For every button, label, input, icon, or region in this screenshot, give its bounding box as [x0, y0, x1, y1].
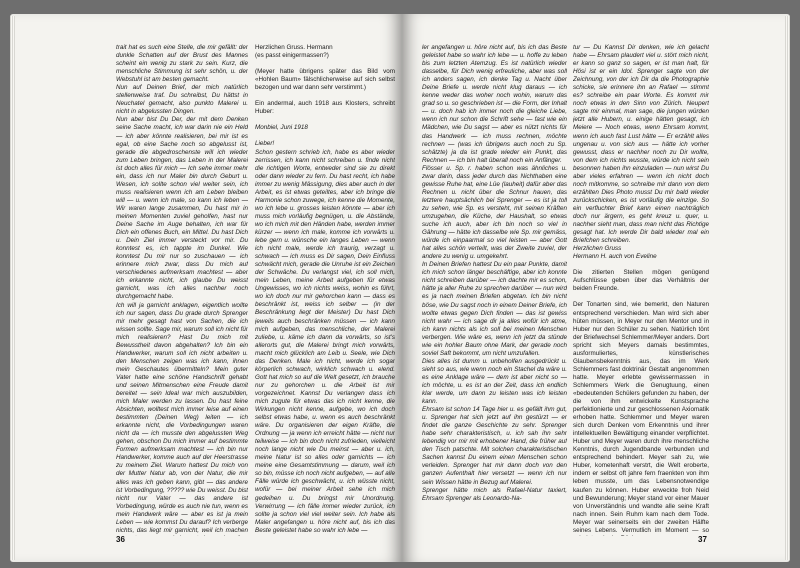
page-edge-left — [10, 16, 15, 560]
letter-text: trait hat es such eine Stelle, die mir gefällt: der dunkle Schatten auf der Brust des Mannes scheint ein wenig zu stark zu sein. Kurz, die menschliche Stimmung ist sehr schön, u. der Webstuhl ist am besten gemacht. Nun auf Deinen Brief, der mich natürlich stellenweise traf. Du schreibst, Du hättst in Neuchatel gemacht, also punkto Malerei u. nicht in abgelussten Dingen. Nun aber bist Du Der, der mit dem Denken seine Sache macht, ich war darin nie ein Held — ich aber könnte realisieren, bei mir ist es egal, ob eine Sache noch so abgelusst ist, gerade die abgedroschenste will ich wieder zum Leben bringen, das Leben in der Malerei ist doch alles für mich — Ich sehe immer mehr ein, dass ich nur Maler bin durch Geburt u. Wesen, ich sollte schon viel weiter sein, ich muss realisieren wenn ich am Leben bleiben will — u. wenn ich male, so kann ich leben — Wir waren lange zusammen, Du hast mir in meinen Momenten zuviel geholfen, hast nur Deine Sache im Auge behalten, ich war für Dich ein offenes Buch, ein Mittel. Du hast Dich u. Dein Ziel immer versteckt vor mir. Du konntest es, ich tappte im Dunkel. Wie konntest Du mir nur so zuschauen — ich erinnere mich zwar, dass Du mich auf verschiedenes aufmerksam machtest — aber ich erkannte nicht, ich glaube Du weisst garnicht, was ich alles nachher noch durchgemacht habe. Ich will ja garnicht anklagen, eigentlich wollte ich nur sagen, dass Du grade durch Sprenger mir mehr gesagt hast von Sachen, die ich wissen sollte. Sage mir, warum soll ich nicht für mich realisieren? Hast Du mich mit Bewusstheit davon abgehalten? Ich bin ein Handwerker, warum soll ich nicht arbeiten u. den Menschen zeigen was ich kann, ihnen mein Geschautes übermitteln? Mein guter Vater hatte eine schöne Handschrift gehabt und seinen Mitmenschen eine Freude damit bereitet — sein Ideal war mich auszubilden, mich Maler werden zu lassen. Du hast feine Absichten, wolltest mich immer leise auf einen bestimmten (Deinen Weg) leiten — ich erkannte nicht, die Vorbedingungen waren nicht da — ich musste den abgelussten Weg gehen, obschon Du mich immer auf bestimmte Formen aufmerksam machtest — ich bin nur Handwerker, komme auch auf der Heerstrasse zu meinem Ziel. Warum hattest Du mich von der Mutter Natur ab, von der Natur, die mir alles was ich geben kann, gibt — das andere ist Vorbedingung, ????? wie Du weisst. Du bist nicht nur Vater — das andere ist Vorbedingung, würde es auch nie tun, wenn es mein Handwerk wäre — aber es ist ja mein Leben — wie kommst Du darauf? Ich verberge nichts, das liegt mir garnicht, weil ich machen — [116, 44, 248, 534]
left-page — [10, 14, 402, 562]
letter-text: Lieber! Schon gestern schrieb ich, habe es aber wieder zerrissen, ich kann nicht schreiben u. finde nicht die richtigen Worte, entweder sind sie zu direkt oder dann wieder zu fern. Du hast recht, ich habe immer zu wenig Mässigung, dies aber auch in der Arbeit, es ist etwas geteiltes, aber ich bringe die Harmonie schon zuwege, ich kenne die Momente, wo ich lebe u. grosses leisten könnte — aber ich muss mich vorläufig begnügen, u. die Abstände, wo ich mich mit den Händen habe, werden immer kürzer — wenn ich male, komme ich vorwärts u. lebe gern u. wünsche ein langes Leben — wenn ich nicht male, werde ich traurig, verzagt u. schwach — ich muss es Dir sagen, Dein Einfluss schwächt mich, gerade die Unruhe ist ein Zeichen der Schwäche. Du verlangst viel, ich soll mich, mein Leben, meine Arbeit aufgeben für etwas Ungewisses, wo ich nichts weiss, wohin es führt, wo ich doch nur mir gehorchen kann — dass es beschränkt ist, weiss ich selber — (in der Beschränkung liegt der Meister) Du hast Dich jeweils auch beschränken müssen — ich kann mich aufgeben, das menschliche, der Malerei zuliebe, u. käme ich dann da vorwärts, so ist's allerorts gut, die Malerei bringt mich vorwärts, macht mich glücklich am Leib u. Seele, wie Dich das Denken. Male ich nicht, werde ich sogar körperlich schwach, wirklich schwach u. elend. Gott hat mich so auf die Welt gesetzt, ich brauche nur zu gehorchen u. die Arbeit ist mir vorgezeichnet. Kannst Du verlangen dass ich mich zugute für etwas das ich nicht kenne, die Wirkungen nicht kenne, aufgebe, wo ich doch selbst etwas habe, u. wenn es auch beschränkt wäre. Du organisieren der eigen Kräfte, die Ordnung — ja wenn ich erreicht hätte — nicht nur teilweise — ich bin doch nicht zufrieden, vielleicht noch lange nicht wie Du meinst — aber u. ich, meine Natur ist so alles oder garnichts — ich meine eine Gesamtstimmung — darum, weil ich so bin, müsse ich noch nicht aufgeben, — auf alle Fälle würde ich geschwächt, u. ich wüsste nicht, wofür — bei meiner Arbeit sehe ich mich gedeihen u. Du bringst mir Unordnung. Verwirrung — ich fälle immer wieder zurück, ich sollte ja schon viel viel weiter sein. Ich habe als Maler angefangen u. höre nicht auf, bis ich das Beste geleistet habe so wahr ich lebe — — [255, 140, 395, 534]
left-column-commentary — [255, 44, 395, 536]
letter-dateline: Monbiel, Juni 1918 — [255, 124, 308, 132]
right-column-letter-and-essay — [573, 44, 709, 536]
page-edge-right — [785, 16, 790, 560]
page-number-left: 36 — [116, 535, 125, 544]
commentary-text: Herzlichen Gruss. Hermann (es passt einigermassen?) (Meyer hatte übrigens später das Bild vom «Hohlen Baum» fälschlicherweise auf sich selbst bezogen und war dann sehr verstimmt.) Ein andermal, auch 1918 aus Klosters, schreibt Huber: — [255, 44, 395, 116]
page-number-right: 37 — [698, 535, 707, 544]
open-book — [10, 14, 790, 562]
essay-text: Die zitierten Stellen mögen genügend Aufschlüsse geben über das Verhältnis der beiden Freunde. Der Tonarten sind, wie bemerkt, den Naturen entsprechend verschieden. Man wird sich aber hüten müssen, in Meyer nur den Mentor und in Huber nur den Schüler zu sehen. Natürlich tönt der Briefwechsel Schlemmer/Meyer anders. Dort spricht sich Meyers damals bestimmtes, ausformuliertes, künstlerisches Glaubensbekenntnis aus, das im Werk Schlemmers fast doktrinär Gestalt angenommen hatte. Meyer erlebte gewissermassen in Schlemmers Werk die Genugtuung, einen «bedeutenden Schülers gefunden zu haben, der die von ihm entwickelte Kunstsprache perfektionierte und zur geschlossenen Axiomatik erhoben hatte. Schlemmer und Meyer waren sich durch Denken vom Erkenntnis und ihrer intellektuellen Bewältigung einander verpflichtet. Huber und Meyer waren durch ihre menschliche Kenntnis, durch Jugendbande verbunden und entsprechend behindert. Meyer sah zu, wie Huber, kometenhaft verstrt, die Welt eroberte, indem er selbst oft jahre fern fraenkten von ihm leben musste, um das Lebensnotwendige kaufen zu können. Huber erweckte froh Neid und Bewunderung; Meyer stand vor einer Mauer von Unverständnis und wandte alle seine Kraft nach innen. Sein Ruhm kam nach dem Tode. Meyer war seinerseits ein der zweiten Hälfte seines Lebens. Vermutlich im Moment — so — [573, 269, 709, 534]
right-page — [402, 14, 790, 562]
right-column-letter — [422, 44, 567, 536]
left-column-letter — [116, 44, 248, 536]
letter-text: tur — Du Kannst Dir denken, wie ich gelacht habe — Ehrsam plaudert viel u. stört mich nicht, er kann so ganz so sagen, er ist man halt, für Hösi ist er ein Idol. Sprenger sagte von der Zeichnung, von der ich Dir da die Photographie schicke, sie erinnere ihn an Rafael — stimmt es? schreibe ein paar Worte. Es kommt mir noch etwas in den Sinn von Zürich. Neupert sagte mir einmal, man sage, die jungen würden jetzt alle Hubern, u. einige hätten gesagt, ich Meiere — Noch etwas, wenn Ehrsam kommt, wenn ich auch fast Lust hätte — Er erzählt alles ungenau u. von sich aus — hätte ich vorher gewusst, dass er nachher noch zu Dir wollte, von dem ich nichts wusste, würde ich nicht sein besonnen haben ihn einzuladen — nun wirst Du aber vieles erfahren — wenn ich nicht doch noch mitkomme, so schreibe mir dann von dem erzählten Dies Photo musst Du mir bald wieder zurückschicken, es ist vorläufig die einzige. So ein verfluchter Brief kann einen nachträglich doch nur ärgern, es geht kreuz u. quer, u. nachher sieht man, dass man nicht das Richtige gesagt hat. Ich werde Dir bald wieder mal ein Briefchen schreiben. Herzlichen Gruss Hermann H. auch von Eveline — [573, 44, 709, 261]
letter-text: ler angefangen u. höre nicht auf, bis ich das Beste geleistet habe so wahr ich lebe — u. hoffe zu leben bis zum letzten Atemzug. Es ist natürlich wieder dasselbe, für Dich wenig erfreuliche, aber was soll ich anders sagen, ich denke Tag u. Nacht über Deine Briefe u. werde nicht klug daraus — ich kenne weder das woher noch wohin, warum das grad so u. so geschrieben ist — die Form, der Inhalt — u. doch hab ich immer noch die gleiche Liebe, wenn ich nur schon die Schrift sehe — fast wie ein Mädchen, wie Du sagst — aber es nützt nichts für das Handwerk — ich muss rechnen, möchte rechnen — (was ich übrigens auch noch zu Sp. schätzte) ja da ist grade wieder ein Punkt, das Rechnen — ich bin halt überall noch ein Anfänger. Flösser u. Sp. r. haben schon was ähnliches u. zwar darin, dass jeder durch das Nichthaben eine gewisse Ruhe hat, eine Lüe (lauheit) dafür aber das Rechnen u. nicht über die Schnur hauen, das letztere hauptsächlich bei Sprenger — es ist ja toll zu sehen, wie Sp. es versteht, mit seinen Kräften umzugehen, die Küche, der Haushalt, so etwas suche ich auch, aber ich bin noch so viel in Gährung — hätte ich dasselbe wie Sp. mir gemäss, würde ich einpaarmal so viel leisten — aber Gott hat alles schön verteilt, was der Zweite zuviel, der andere zu wenig u. umgekehrt. In Deinen Briefen hattest Du ein paar Punkte, damit ich mich schon länger beschäftige, aber ich konnte nicht schreiben darüber — ich dachte mir es schon, hätte ja aller Ruhe zu sprechen darüber — nun wird es ja nach meinen Briefen abgetan. Ich bin nicht böse, wie Du sagst noch in einem Deiner Briefe, ich wollte etwas gegen Dich finden — das ist gewiss nicht wahr — ich sage dir ja alles wofür ich atme, ich kann nichts als ich soll bei meinen Menschen verbergen. Wie wäre es, wenn ich jetzt da stünde wie ein hohler Baum ohne Mark, der gerade noch soviel Saft bekommt, um nicht umzufallen. Dies alles ist dumm u. unbeholfen ausgedrückt u. sieht so aus, wie wenn noch ein Stachel da wäre u. es eine Anklage wäre — dem ist aber nicht so — ich möchte, u. es ist an der Zeit, dass ich endlich klar werde, um dann zu leisten was ich leisten kann. Ehrsam ist schon 14 Tage hier u. es gefällt ihm gut, u. Sprenger hat sich jetzt auf ihn gestürzt — er findet die ganze Geschichte zu sehr. Sprenger habe sehr charakteristisch, u. ich sah ihn sehr lebendig vor mir mit erhobener Hand, die früher auf den Tisch patschte. Mit solchen charakteristischen Sachen kannst Du einem einen Menschen schon verleiden. Sprenger hat mir dann doch von den ganzen Aufenthalt hier versetzt — wenn ich nur sein Wissen hätte in Bezug auf Malerei. Sprenger hätte mich als Rafael-Natur taxiert, Ehrsam Sprenger als Leonardo-Na- — [422, 44, 567, 502]
